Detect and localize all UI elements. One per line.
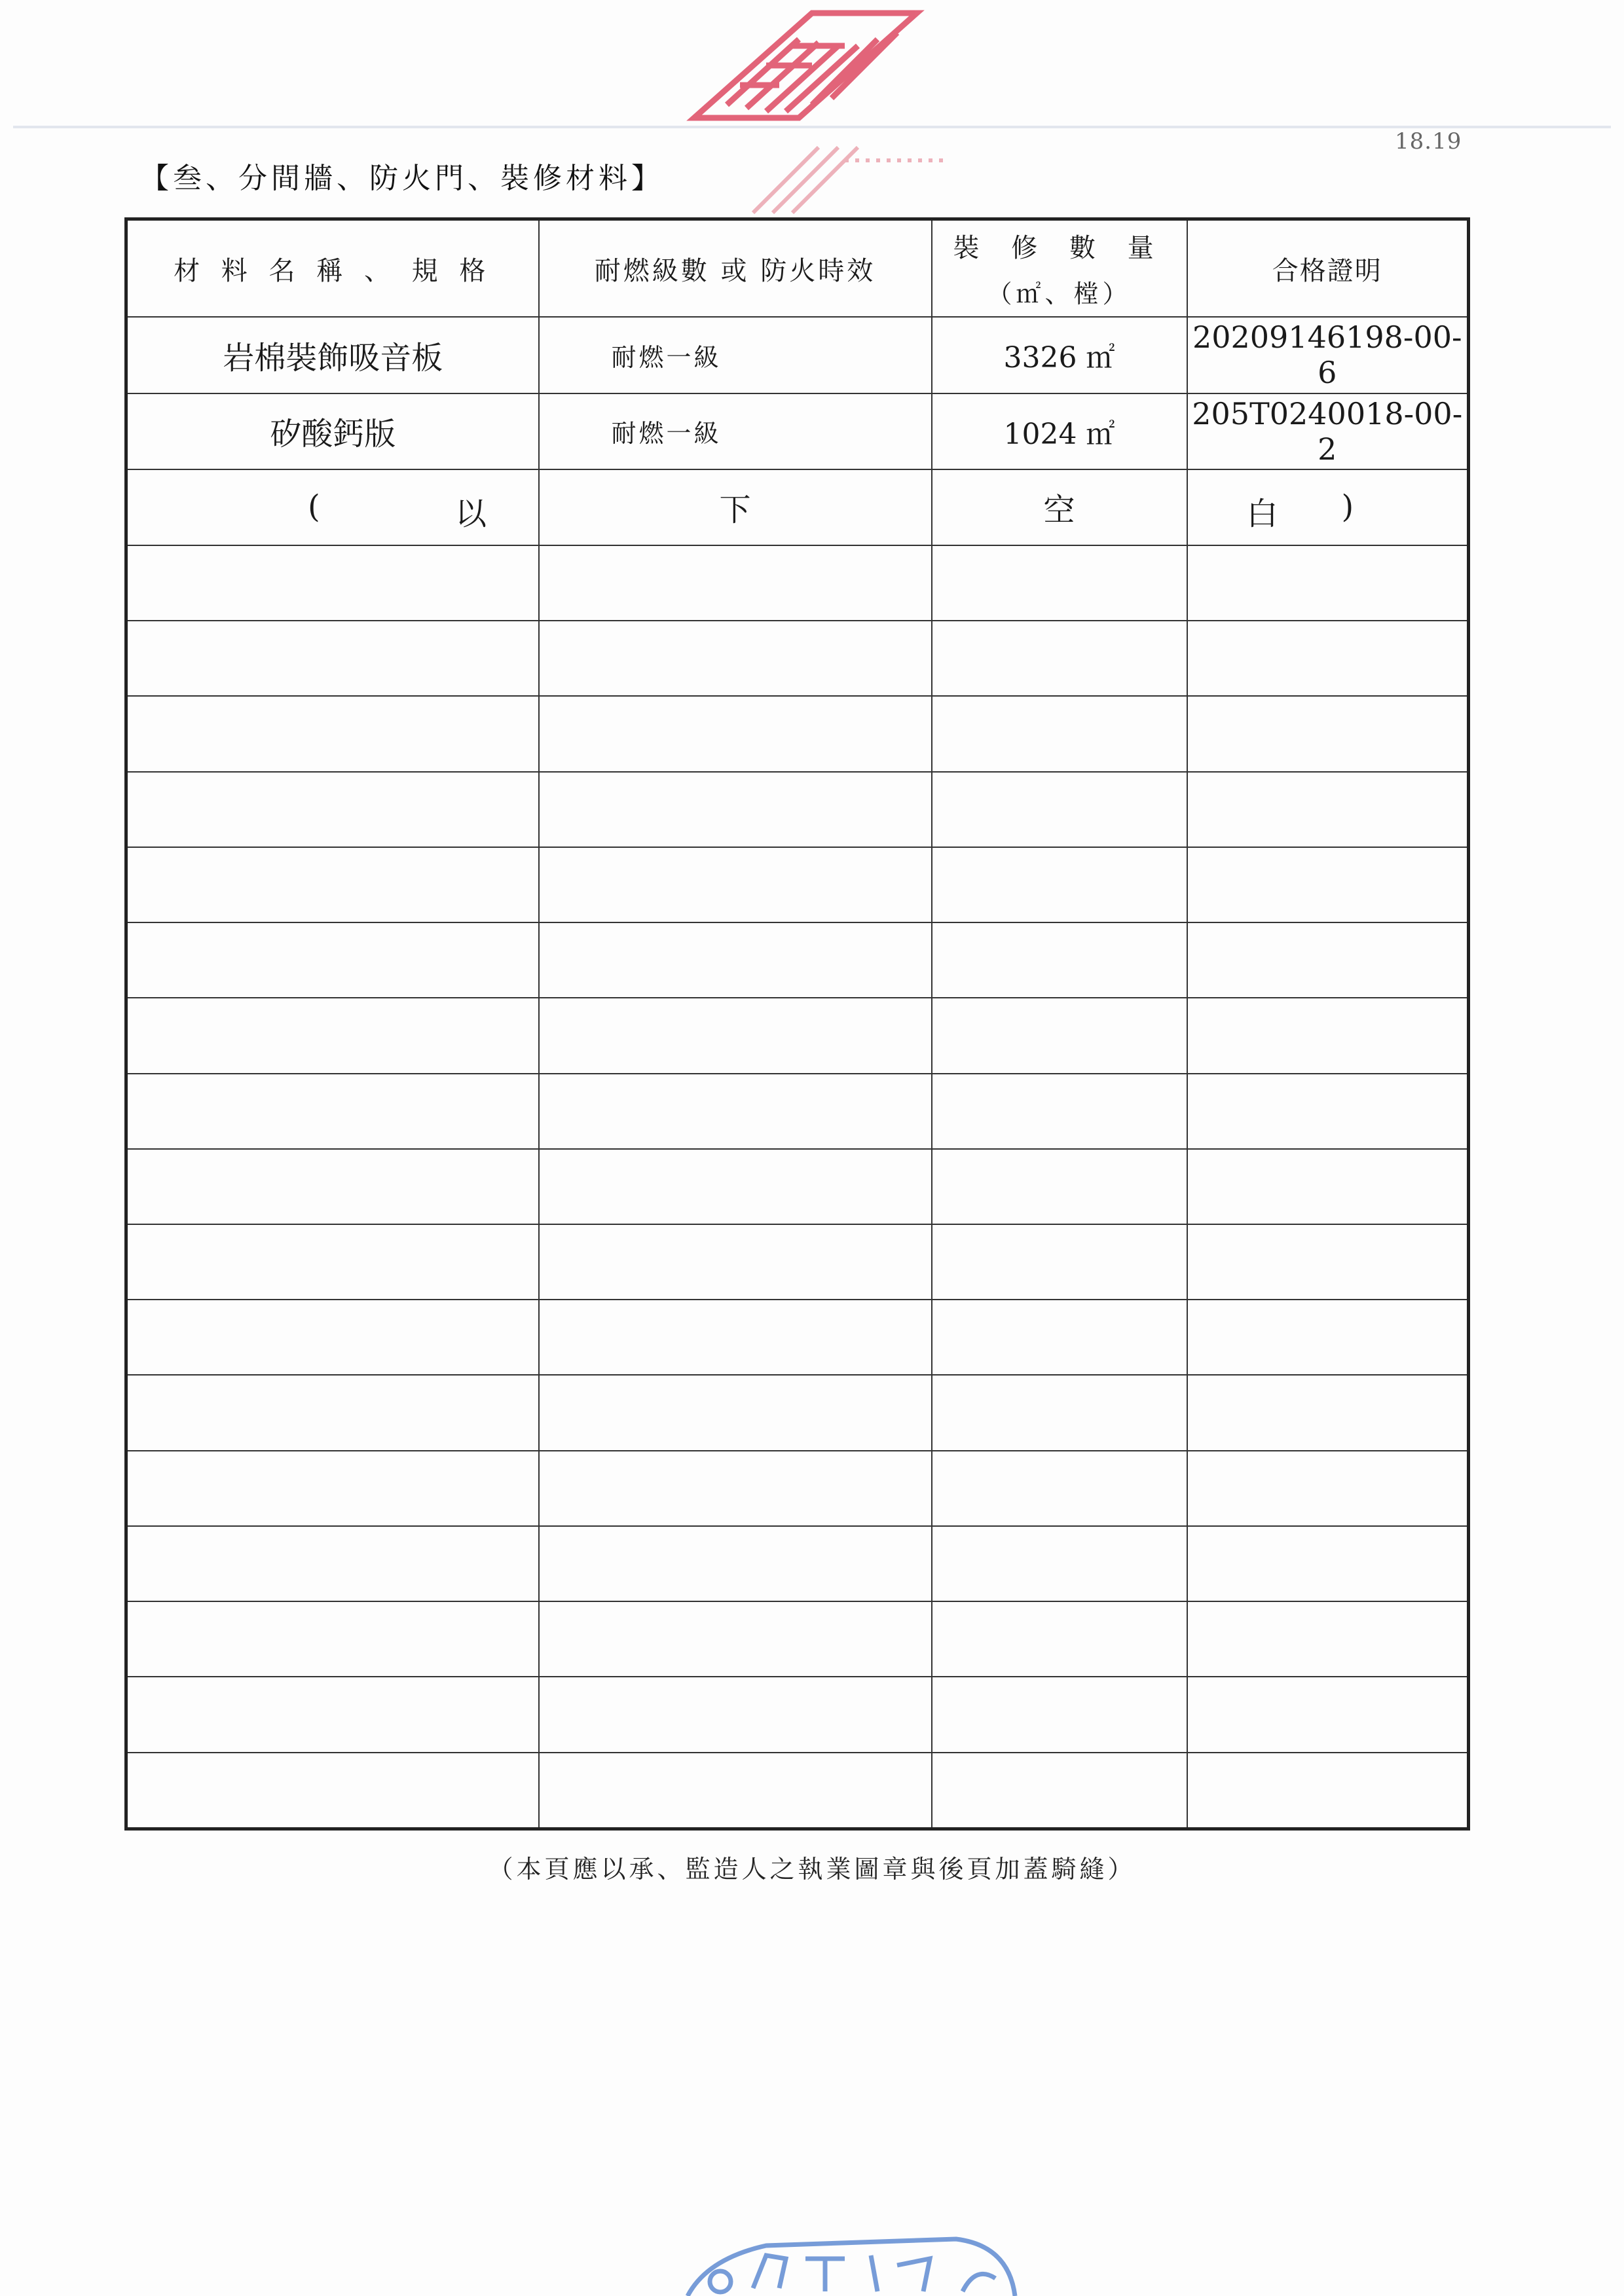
empty-row [126,998,1469,1073]
header-quantity-unit: （㎡、樘） [987,280,1132,309]
empty-row [126,1753,1469,1829]
materials-table [124,217,1470,1831]
empty-row [126,1224,1469,1300]
empty-row [126,847,1469,922]
blank-marker-cell [126,469,539,545]
blue-seal-stamp-bottom [681,2219,1022,2296]
empty-row [126,696,1469,771]
header-certificate: 合格證明 [1187,219,1469,318]
empty-row [126,545,1469,621]
blank-char-xia: 下 [539,469,932,545]
empty-row [126,922,1469,998]
material-name: 岩棉裝飾吸音板 [126,317,539,393]
certificate-number: 205T0240018-00-2 [1187,393,1469,469]
blank-close-paren: ) [1341,488,1354,525]
blank-marker-row [126,469,1469,545]
footer-note: （本頁應以承、監造人之執業圖章與後頁加蓋騎縫） [488,1855,1136,1884]
quantity-value: 3326 ㎡ [932,317,1187,393]
scan-edge-line [13,126,1611,128]
red-seal-stamp-fragment [740,141,956,219]
empty-row [126,772,1469,847]
empty-row [126,1677,1469,1752]
empty-row [126,1074,1469,1149]
page-number: 18.19 [1395,128,1462,155]
blank-marker-cell [1187,469,1469,545]
empty-row [126,1451,1469,1526]
quantity-value: 1024 ㎡ [932,393,1187,469]
header-quantity-label: 裝 修 數 量 [953,233,1166,264]
blank-open-paren: ( [308,488,320,525]
header-quantity [932,219,1187,318]
blank-char-bai: 白 [1246,495,1278,532]
empty-row [126,1300,1469,1375]
fire-rating: 耐燃一級 [539,317,932,393]
table-row [126,317,1469,393]
empty-row [126,1601,1469,1677]
header-rating: 耐燃級數 或 防火時效 [539,219,932,318]
empty-row [126,1375,1469,1450]
table-row [126,393,1469,469]
header-material: 材 料 名 稱 、 規 格 [126,219,539,318]
blank-char-kong: 空 [932,469,1187,545]
red-seal-stamp-top [681,7,930,124]
section-title: 【叁、分間牆、防火門、裝修材料】 [140,162,664,195]
certificate-number: 20209146198-00-6 [1187,317,1469,393]
empty-row [126,1149,1469,1224]
material-name: 矽酸鈣版 [126,393,539,469]
empty-row [126,1526,1469,1601]
table-header-row [126,219,1469,318]
empty-row [126,621,1469,696]
blank-char-yi: 以 [455,495,487,532]
fire-rating: 耐燃一級 [539,393,932,469]
